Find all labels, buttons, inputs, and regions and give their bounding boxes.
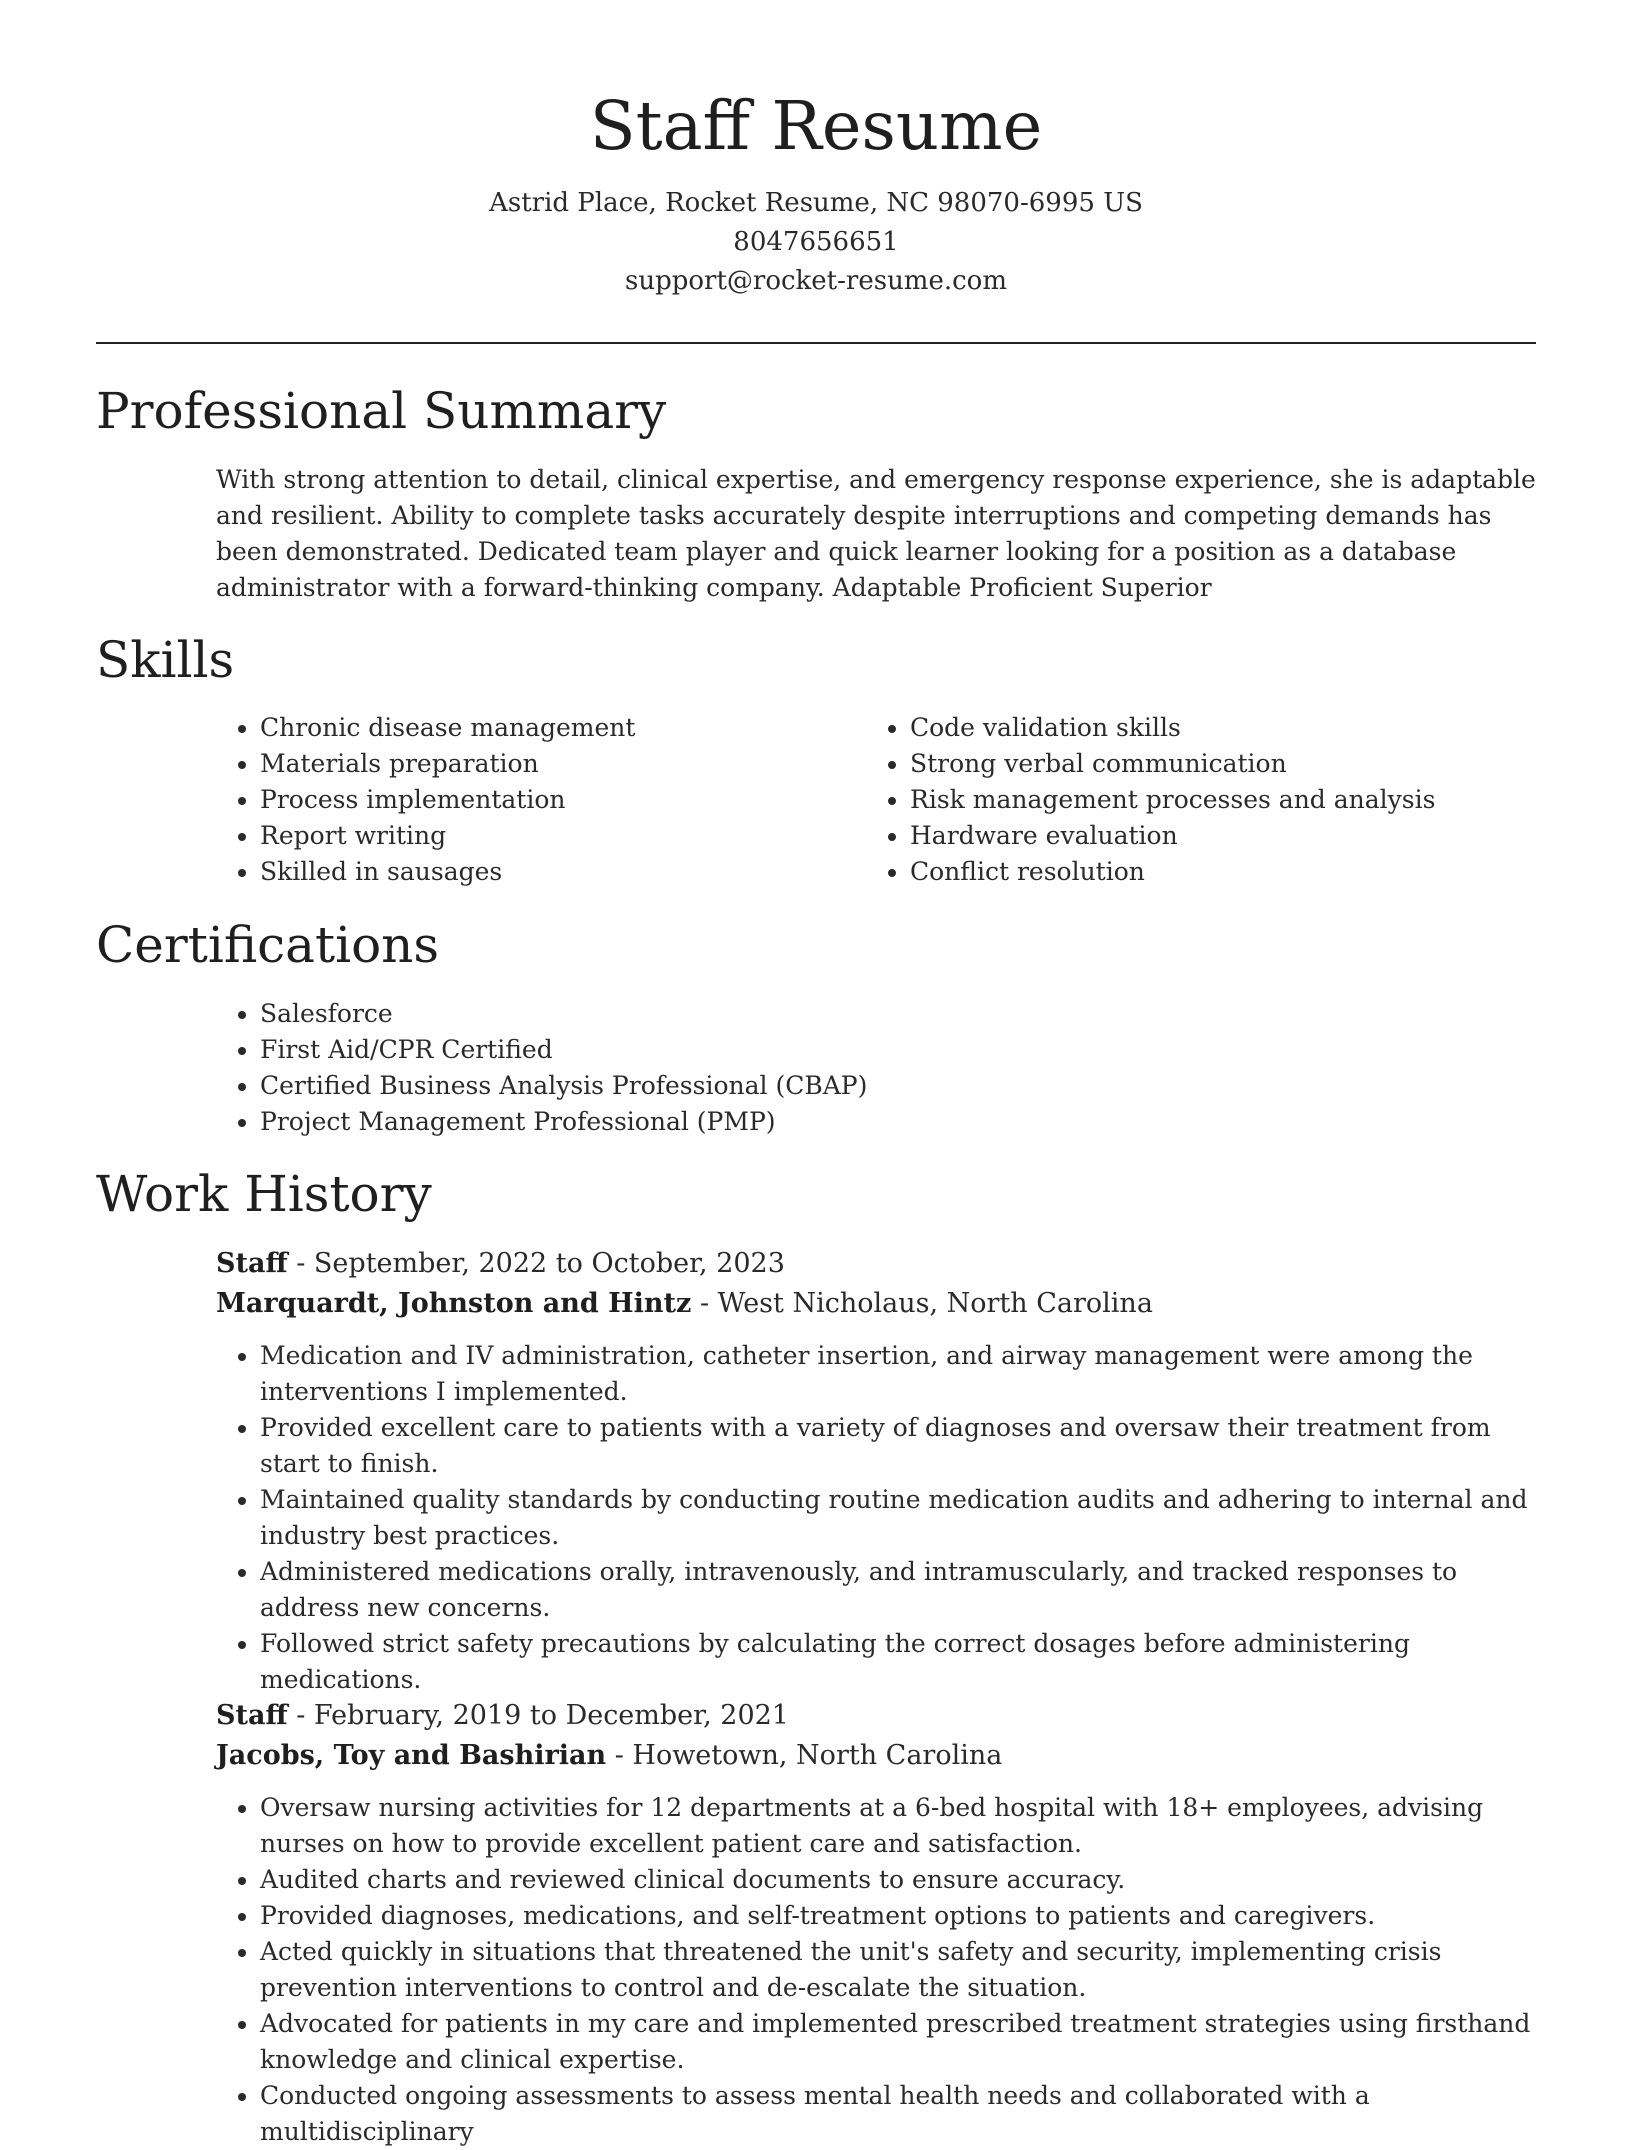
skill-item: • Strong verbal communication — [910, 746, 1486, 782]
contact-phone: 8047656651 — [733, 227, 899, 257]
skill-item: • Materials preparation — [260, 746, 836, 782]
job-bullet: • Conducted ongoing assessments to assess mental health needs and collaborated with a multidisciplinary — [260, 2078, 1541, 2150]
certifications-heading: Certifications — [96, 916, 440, 974]
certification-item: • Salesforce — [260, 996, 1116, 1032]
job-title-line — [216, 1696, 789, 1736]
resume-header — [0, 0, 1632, 301]
summary-text: With strong attention to detail, clinical expertise, and emergency response experience, she is adaptable and resilient. Ability to complete tasks accurately despite interruptions and competing demands has been demonstrated. Dedicated team player and quick learner looking for a position as a database administrator with a forward-thinking company. Adaptable Proficient Superior — [216, 465, 1536, 602]
job-location: - West Nicholaus, North Carolina — [691, 1288, 1153, 1319]
contact-address: Astrid Place, Rocket Resume, NC 98070-6995 US — [489, 188, 1143, 218]
job-bullet: • Provided excellent care to patients with a variety of diagnoses and oversaw their treatment from start to finish. — [260, 1410, 1541, 1482]
job-bullet: • Administered medications orally, intravenously, and intramuscularly, and tracked responses to address new concerns. — [260, 1554, 1541, 1626]
skill-item: • Code validation skills — [910, 710, 1486, 746]
skill-item: • Skilled in sausages — [260, 854, 836, 890]
skill-item: • Risk management processes and analysis — [910, 782, 1486, 818]
candidate-name: Staff Resume — [589, 87, 1043, 165]
job-title-line — [216, 1244, 785, 1284]
contact-email: support@rocket-resume.com — [624, 266, 1007, 296]
certification-item: • First Aid/CPR Certified — [260, 1032, 1116, 1068]
job-role: Staff — [216, 1248, 288, 1279]
work-history-heading: Work History — [96, 1165, 432, 1223]
job-bullet: • Followed strict safety precautions by calculating the correct dosages before administering medications. — [260, 1626, 1541, 1698]
job-company: Jacobs, Toy and Bashirian — [216, 1740, 607, 1771]
skill-item: • Process implementation — [260, 782, 836, 818]
certification-item: • Project Management Professional (PMP) — [260, 1104, 1116, 1140]
certification-item: • Certified Business Analysis Professional (CBAP) — [260, 1068, 1116, 1104]
job-bullet: • Audited charts and reviewed clinical documents to ensure accuracy. — [260, 1862, 1541, 1898]
job-bullet: • Maintained quality standards by conducting routine medication audits and adhering to internal and industry best practices. — [260, 1482, 1541, 1554]
skill-item: • Chronic disease management — [260, 710, 836, 746]
job-company-line — [216, 1736, 1002, 1776]
skills-column-right — [866, 710, 1486, 890]
job-role: Staff — [216, 1700, 288, 1731]
header-divider — [96, 342, 1536, 344]
job-bullet: • Oversaw nursing activities for 12 departments at a 6-bed hospital with 18+ employees, advising nurses on how to provide excellent patient care and satisfaction. — [260, 1790, 1541, 1862]
job-bullets — [216, 1338, 1541, 1698]
job-company-line — [216, 1284, 1153, 1324]
skills-column-left — [216, 710, 836, 890]
job-dates: - September, 2022 to October, 2023 — [287, 1248, 785, 1279]
contact-block — [0, 184, 1632, 301]
summary-heading: Professional Summary — [96, 382, 667, 440]
job-dates: - February, 2019 to December, 2021 — [287, 1700, 789, 1731]
job-bullet: • Provided diagnoses, medications, and self-treatment options to patients and caregivers. — [260, 1898, 1541, 1934]
job-bullets — [216, 1790, 1541, 2150]
skill-item: • Report writing — [260, 818, 836, 854]
skill-item: • Conflict resolution — [910, 854, 1486, 890]
skill-item: • Hardware evaluation — [910, 818, 1486, 854]
job-location: - Howetown, North Carolina — [606, 1740, 1003, 1771]
skills-heading: Skills — [96, 631, 235, 689]
certifications-list — [216, 996, 1116, 1140]
job-company: Marquardt, Johnston and Hintz — [216, 1288, 692, 1319]
job-bullet: • Medication and IV administration, catheter insertion, and airway management were among the interventions I implemented. — [260, 1338, 1541, 1410]
job-bullet: • Acted quickly in situations that threatened the unit's safety and security, implementing crisis prevention interventions to control and de-escalate the situation. — [260, 1934, 1541, 2006]
job-bullet: • Advocated for patients in my care and implemented prescribed treatment strategies using firsthand knowledge and clinical expertise. — [260, 2006, 1541, 2078]
